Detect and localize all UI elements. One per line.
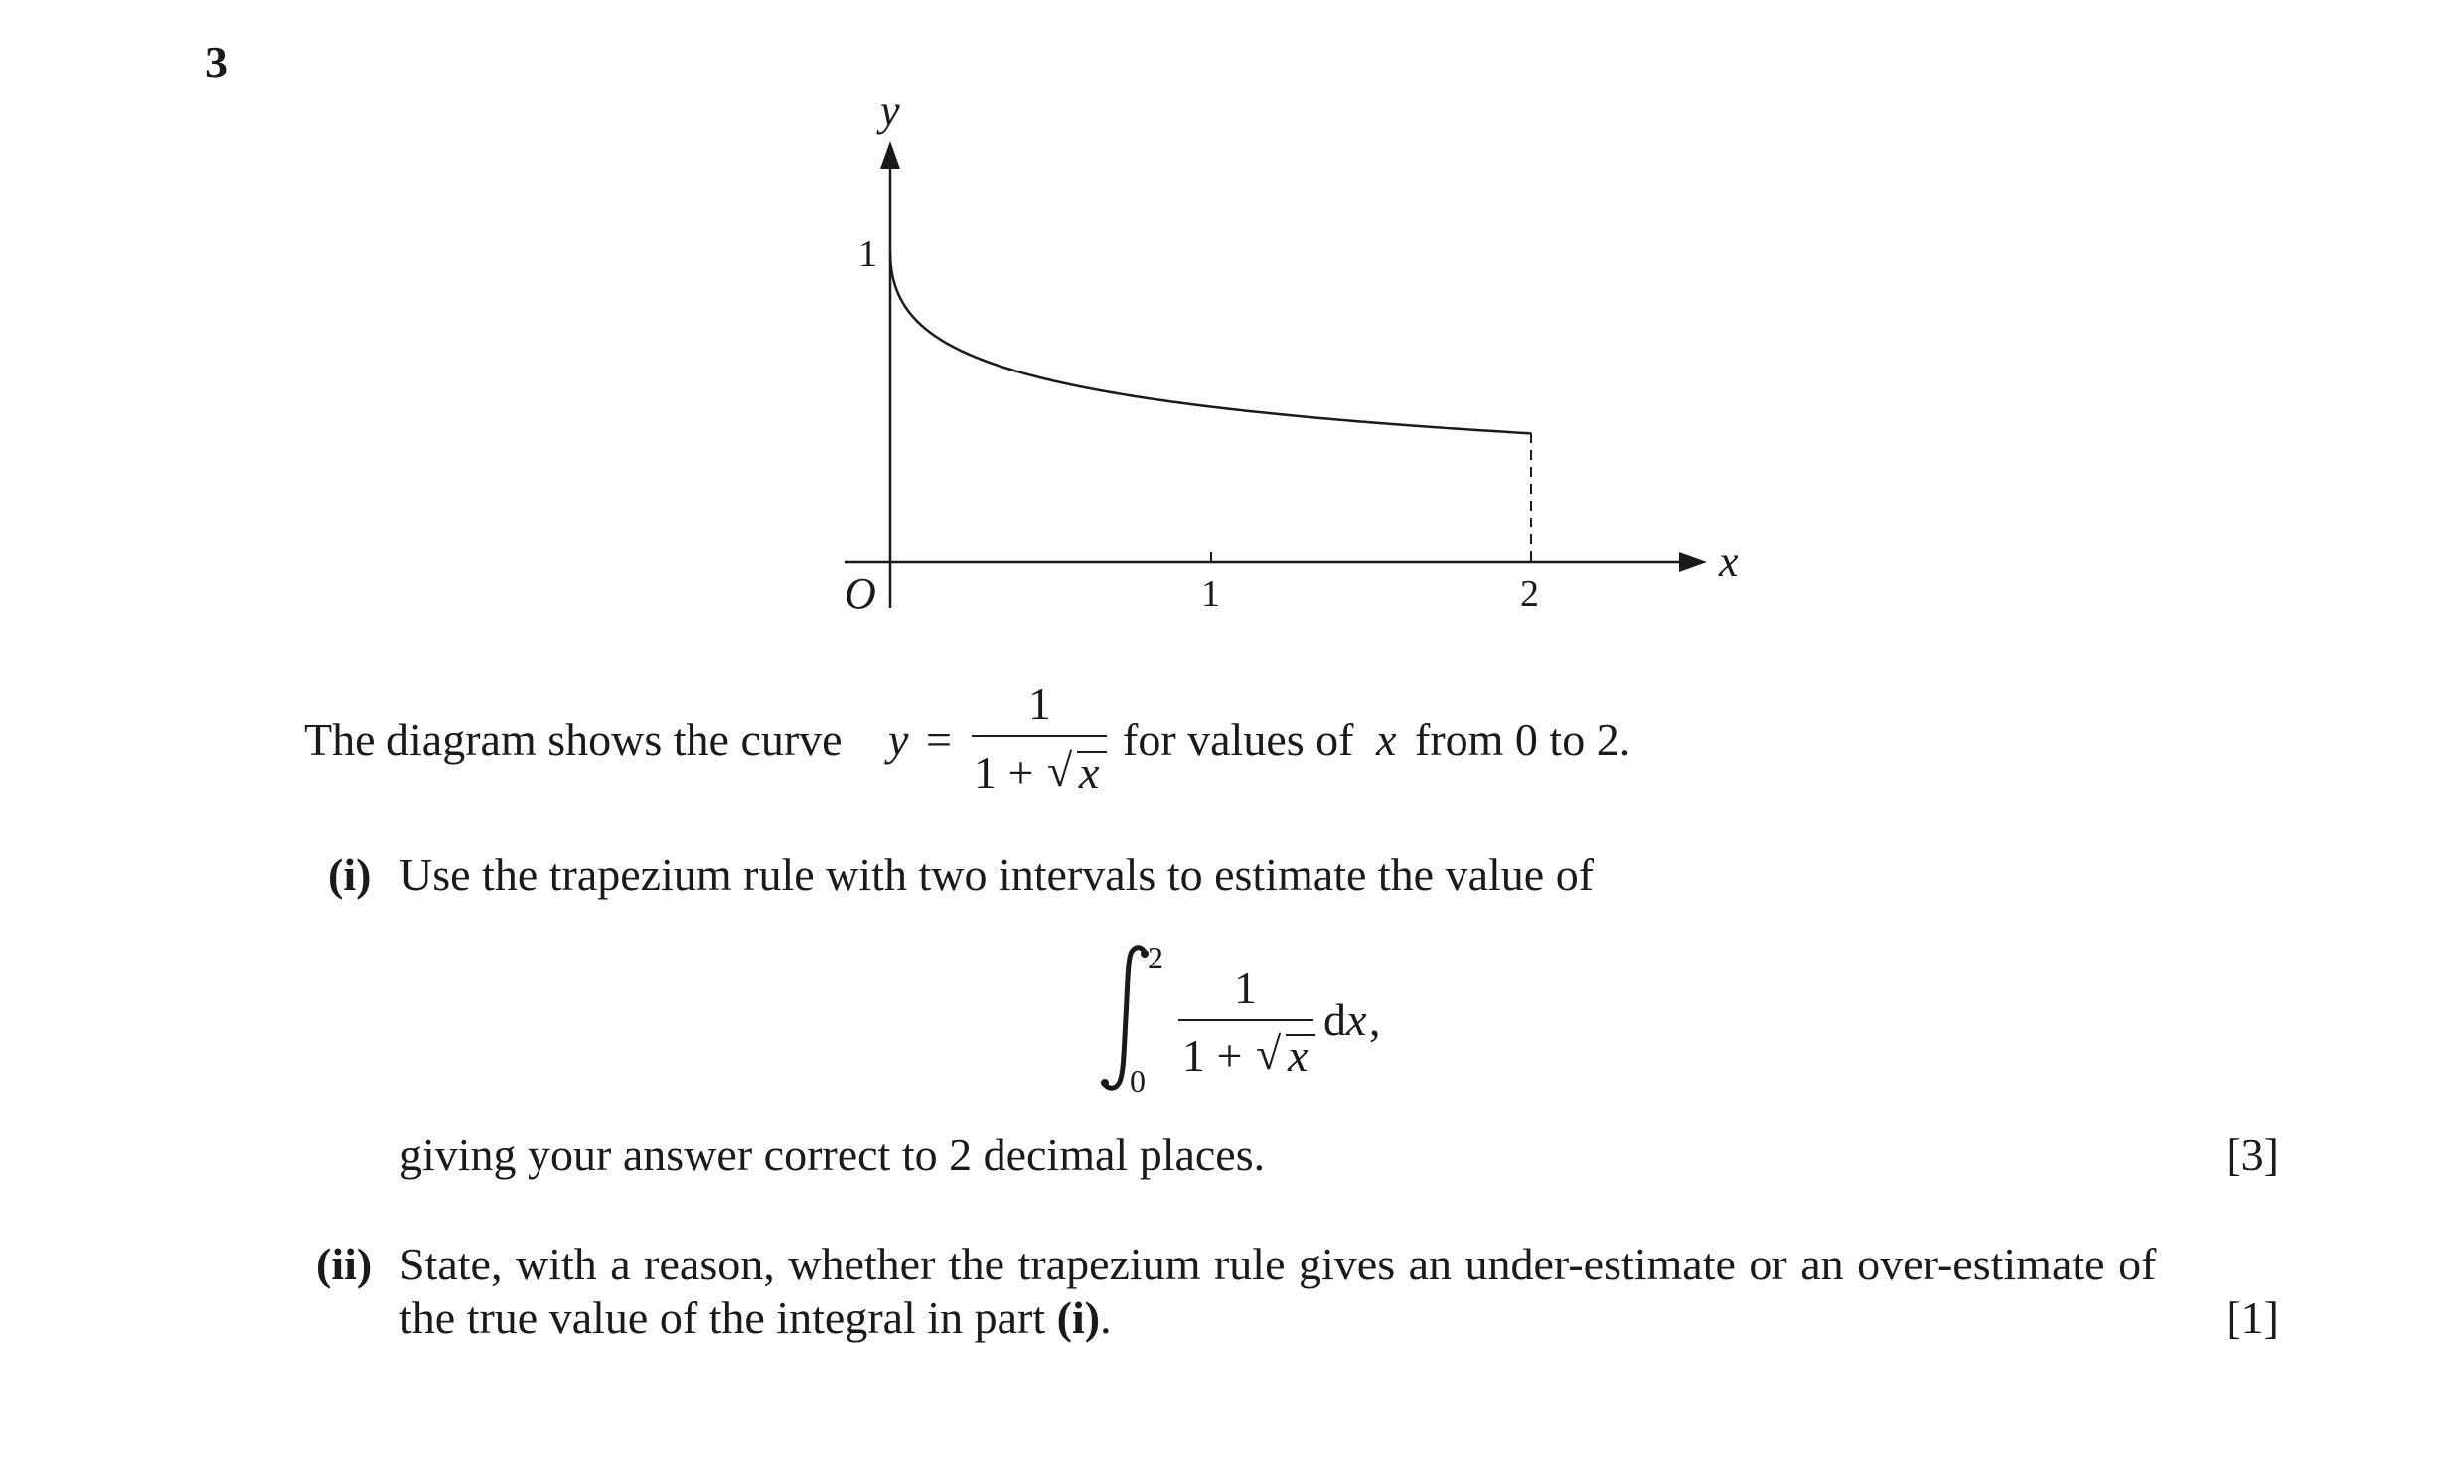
y-axis-label: y — [880, 86, 900, 135]
integral-sqrt-symbol: √ — [1256, 1028, 1282, 1079]
integral-fraction-bar — [1178, 1019, 1313, 1021]
integral-dx-d: d — [1323, 994, 1346, 1045]
part-i-label: (i) — [328, 849, 372, 900]
integral-upper-limit: 2 — [1148, 940, 1163, 975]
intro-y-var: y — [888, 714, 909, 765]
y-axis-arrowhead — [880, 141, 900, 169]
intro-after-text-2: from 0 to 2. — [1415, 714, 1631, 765]
part-ii-part-ref: (i) — [1056, 1292, 1101, 1343]
part-ii-line2-text: the true value of the integral in part — [399, 1292, 1046, 1343]
y-tick-label-1: 1 — [858, 233, 877, 275]
part-ii-line2-period: . — [1100, 1292, 1112, 1343]
integral-lower-limit: 0 — [1130, 1063, 1146, 1099]
intro-sqrt-var: x — [1079, 747, 1100, 798]
part-ii-line1: State, with a reason, whether the trapezium rule gives an under-estimate or an over-estimate of — [399, 1239, 2157, 1289]
intro-x-var: x — [1376, 714, 1397, 765]
intro-equals: = — [926, 714, 952, 765]
x-tick-label-2: 2 — [1520, 573, 1539, 615]
curve — [890, 251, 1531, 433]
intro-frac-denominator: 1 + — [974, 747, 1034, 798]
part-ii-marks: [1] — [2226, 1292, 2279, 1343]
integral-denominator: 1 + — [1182, 1030, 1243, 1081]
part-ii-line2 — [399, 1292, 1112, 1343]
part-ii-label: (ii) — [316, 1239, 373, 1289]
intro-frac-numerator: 1 — [1028, 678, 1051, 729]
integral-comma: , — [1369, 994, 1381, 1045]
x-axis-arrowhead — [1679, 552, 1707, 572]
integral-dx-x: x — [1346, 994, 1367, 1045]
intro-sqrt-symbol: √ — [1047, 745, 1073, 796]
intro-fraction-bar — [972, 735, 1107, 737]
part-i-after-text: giving your answer correct to 2 decimal places. — [399, 1129, 1266, 1180]
part-i-marks: [3] — [2226, 1129, 2279, 1180]
intro-text: The diagram shows the curve — [304, 714, 843, 765]
integral-sqrt-var: x — [1288, 1030, 1309, 1081]
question-number: 3 — [205, 37, 228, 87]
part-i-text: Use the trapezium rule with two intervals to estimate the value of — [399, 849, 1595, 900]
x-tick-label-1: 1 — [1201, 573, 1220, 615]
intro-after-text-1: for values of — [1123, 714, 1354, 765]
x-axis-label: x — [1719, 537, 1739, 586]
integral-numerator: 1 — [1234, 963, 1257, 1013]
origin-label: O — [845, 569, 876, 618]
